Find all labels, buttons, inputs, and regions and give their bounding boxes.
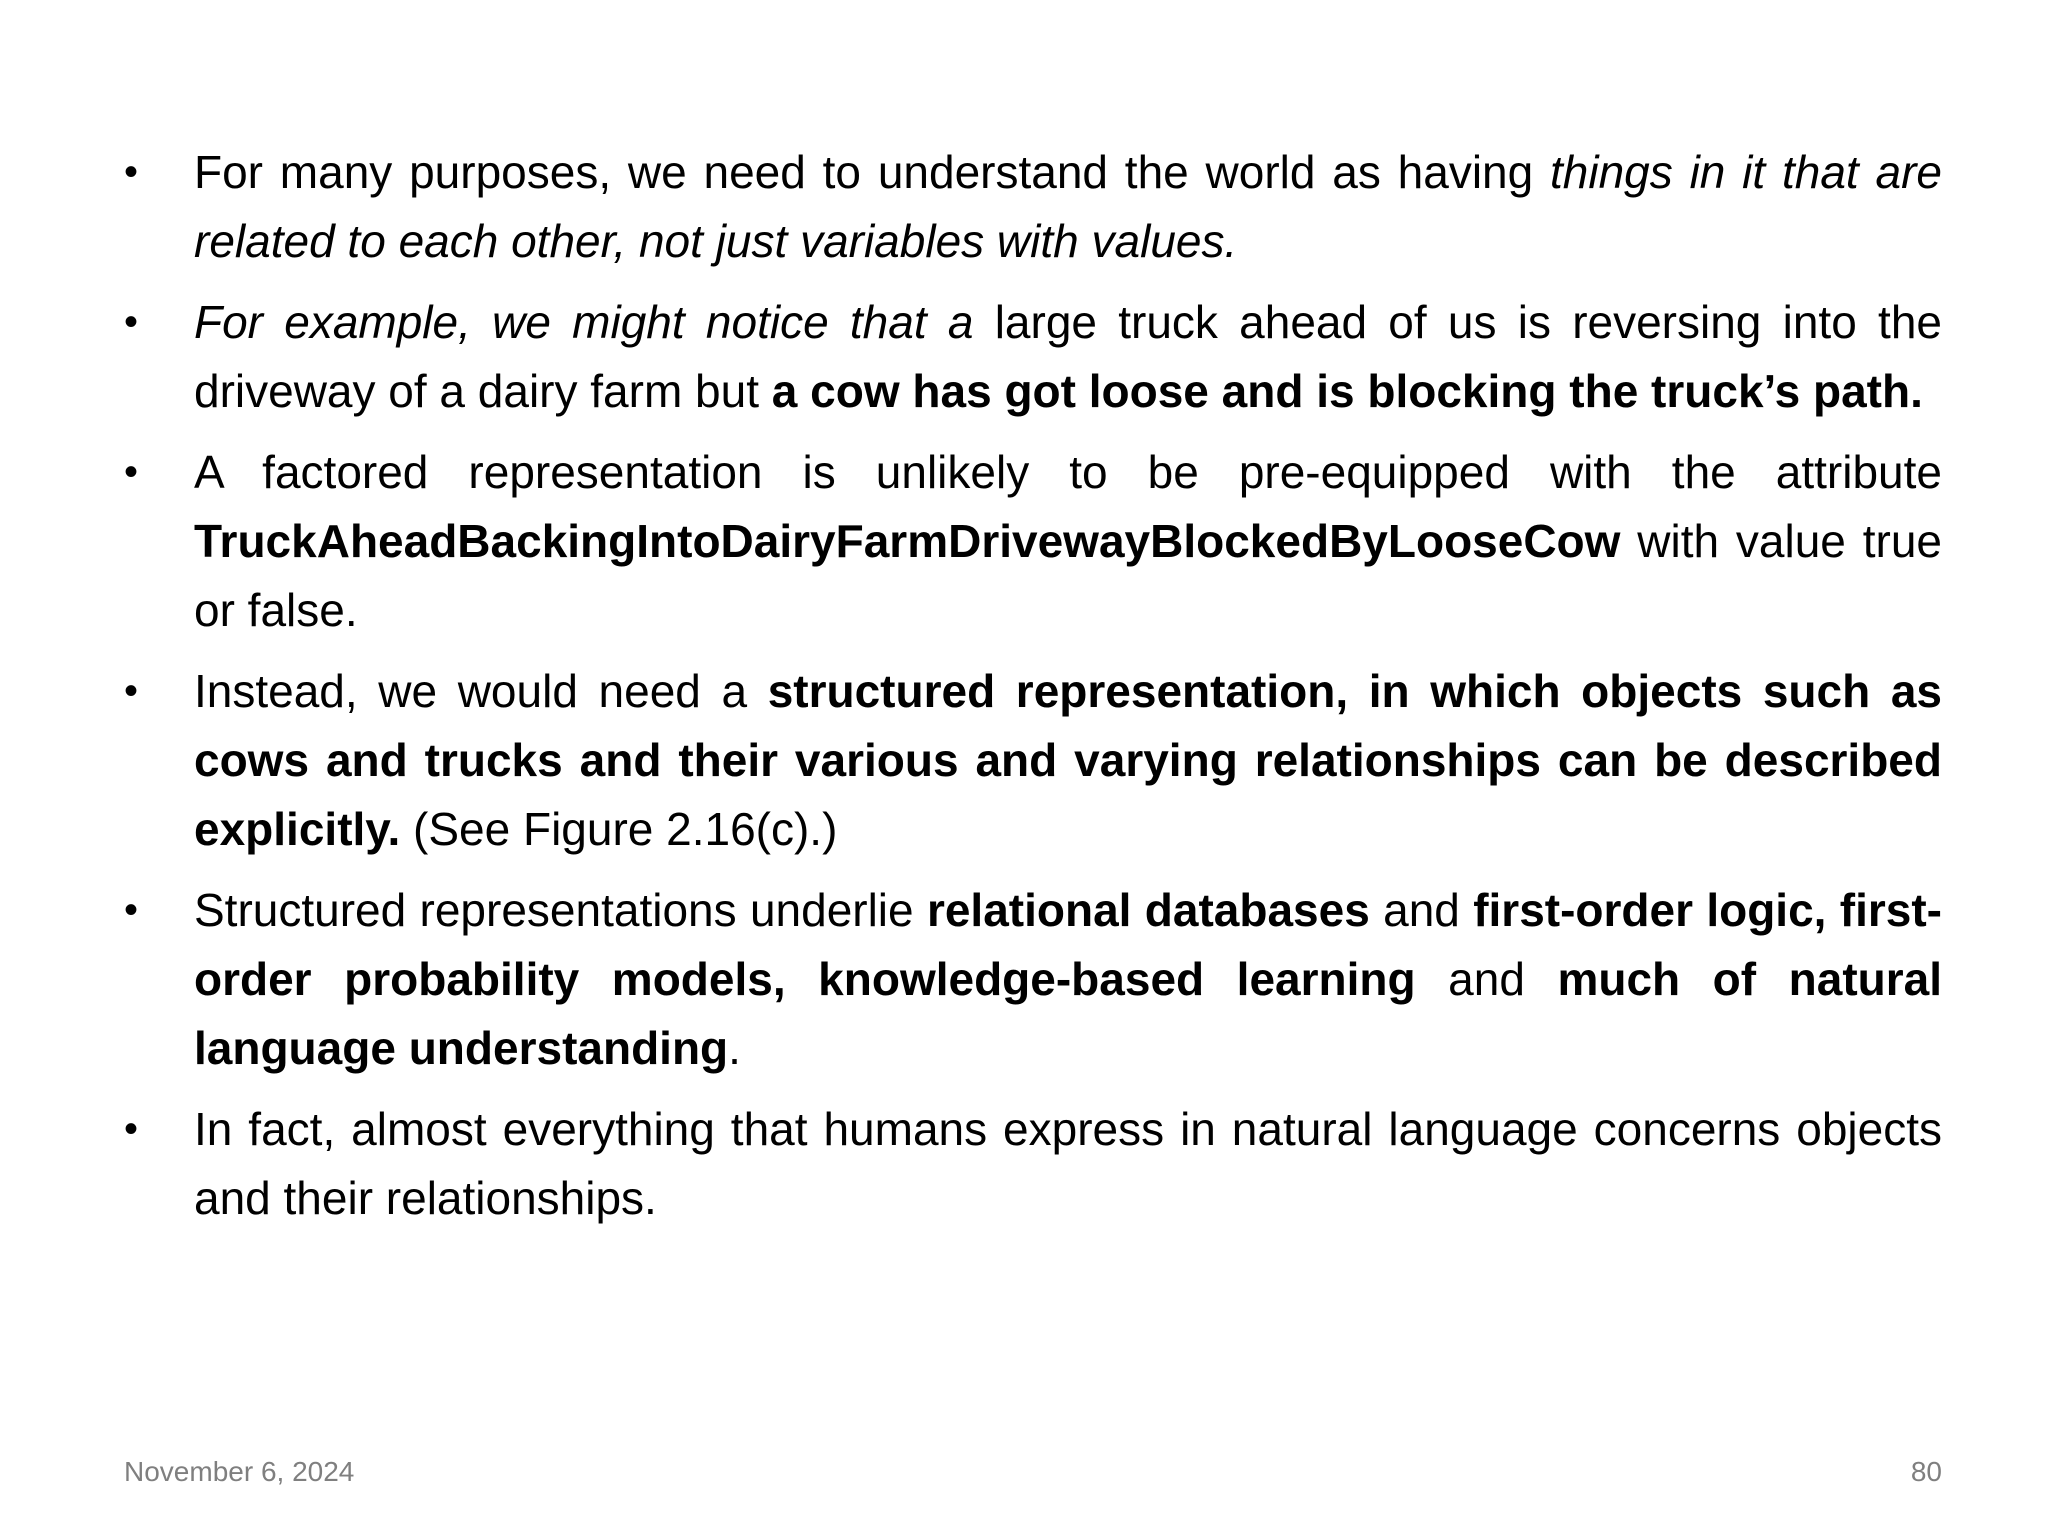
bullet-item	[124, 288, 1942, 426]
bullet-text-segment: structured representation, in which objects such as cows and trucks and their various and varying relationships can be described explicitly.	[194, 665, 1942, 855]
page-number: 80	[1910, 1456, 1942, 1487]
bullet-text-segment: things in it that are related to each other, not just variables with values.	[194, 146, 1942, 267]
bullet-text-segment: In fact, almost everything that humans express in natural language concerns objects and their relationships.	[194, 1103, 1942, 1224]
bullet-text-segment: TruckAheadBackingIntoDairyFarmDrivewayBlockedByLooseCow	[194, 515, 1621, 567]
bullet-text-segment: and	[1369, 884, 1474, 936]
bullet-text-segment: relational databases	[926, 884, 1370, 936]
bullet-text-segment: and	[1415, 953, 1558, 1005]
bullet-text-segment: For example, we might notice that a	[194, 296, 974, 348]
bullet-marker-icon: •	[124, 150, 139, 194]
bullet-text-segment: first-order logic, first-order probability models, knowledge-based learning	[194, 884, 1942, 1005]
footer-date: November 6, 2024	[124, 1456, 355, 1487]
bullet-text-segment: (See Figure 2.16(c).)	[400, 803, 838, 855]
bullet-text-segment: much of natural language understanding	[194, 953, 1943, 1074]
slide-body	[124, 138, 1942, 1245]
bullet-item	[124, 657, 1942, 864]
bullet-marker-icon: •	[124, 1107, 139, 1151]
bullet-text-segment: Instead, we would need a	[194, 665, 768, 717]
bullet-text-segment: large truck ahead of us is reversing into the driveway of a dairy farm but	[194, 296, 1942, 417]
bullet-text-segment: Structured representations underlie	[194, 884, 927, 936]
bullet-text-segment: For many purposes, we need to understand the world as having	[194, 146, 1551, 198]
bullet-text-segment: a cow has got loose and is blocking the truck’s path.	[771, 365, 1923, 417]
bullet-item	[124, 438, 1942, 645]
bullet-text-segment: with value true or false.	[194, 515, 1942, 636]
bullet-text-segment: A factored representation is unlikely to be pre-equipped with the attribute	[194, 446, 1942, 498]
bullet-marker-icon: •	[124, 888, 139, 932]
bullet-item	[124, 1095, 1942, 1233]
bullet-marker-icon: •	[124, 450, 139, 494]
bullet-list	[124, 138, 1942, 1233]
bullet-item	[124, 876, 1942, 1083]
bullet-text-segment: .	[728, 1022, 741, 1074]
bullet-item	[124, 138, 1942, 276]
bullet-marker-icon: •	[124, 300, 139, 344]
bullet-marker-icon: •	[124, 669, 139, 713]
